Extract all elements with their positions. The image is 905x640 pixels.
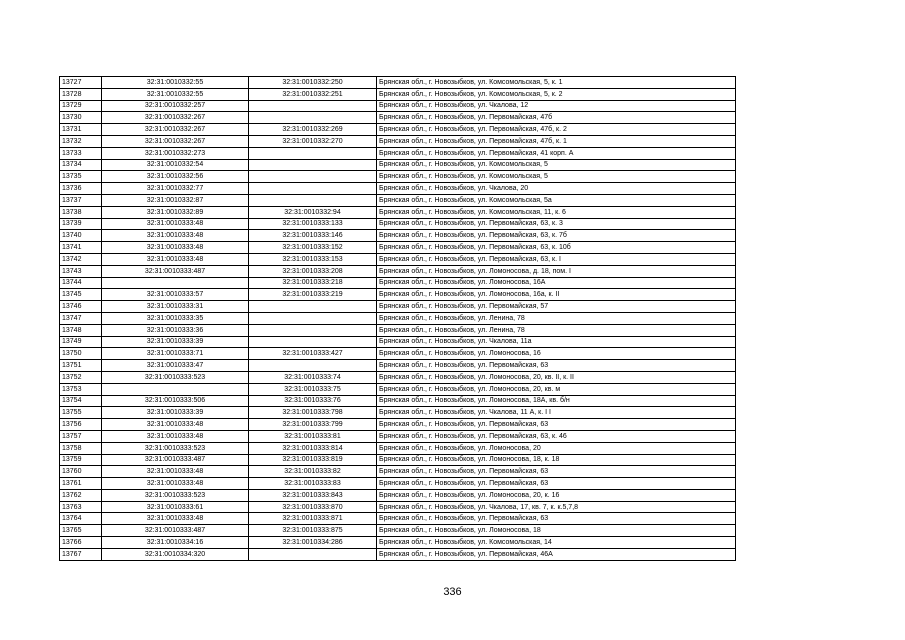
table-row xyxy=(60,360,736,372)
table-row xyxy=(60,194,736,206)
related-cadastral-number-cell: 32:31:0010333:871 xyxy=(249,513,377,525)
cadastral-number-cell: 32:31:0010333:487 xyxy=(102,525,249,537)
table-row xyxy=(60,430,736,442)
related-cadastral-number-cell: 32:31:0010332:94 xyxy=(249,206,377,218)
table-row xyxy=(60,218,736,230)
related-cadastral-number-cell: 32:31:0010332:251 xyxy=(249,88,377,100)
related-cadastral-number-cell xyxy=(249,147,377,159)
address-cell: Брянская обл., г. Новозыбков, ул. Ломоносова, 20, кв. м xyxy=(377,383,736,395)
address-cell: Брянская обл., г. Новозыбков, ул. Первомайская, 63 xyxy=(377,360,736,372)
cadastral-number-cell: 32:31:0010332:267 xyxy=(102,135,249,147)
address-cell: Брянская обл., г. Новозыбков, ул. Первомайская, 63 xyxy=(377,478,736,490)
table-row xyxy=(60,312,736,324)
row-number-cell: 13733 xyxy=(60,147,102,159)
related-cadastral-number-cell xyxy=(249,360,377,372)
cadastral-number-cell: 32:31:0010333:31 xyxy=(102,301,249,313)
related-cadastral-number-cell xyxy=(249,194,377,206)
address-cell: Брянская обл., г. Новозыбков, ул. Первомайская, 47б, к. 1 xyxy=(377,135,736,147)
row-number-cell: 13748 xyxy=(60,324,102,336)
table-row xyxy=(60,124,736,136)
related-cadastral-number-cell: 32:31:0010333:208 xyxy=(249,265,377,277)
address-cell: Брянская обл., г. Новозыбков, ул. Ломоносова, 18, к. 18 xyxy=(377,454,736,466)
cadastral-number-cell: 32:31:0010333:35 xyxy=(102,312,249,324)
related-cadastral-number-cell: 32:31:0010333:799 xyxy=(249,419,377,431)
address-cell: Брянская обл., г. Новозыбков, ул. Первомайская, 57 xyxy=(377,301,736,313)
row-number-cell: 13761 xyxy=(60,478,102,490)
table-row xyxy=(60,348,736,360)
cadastral-number-cell: 32:31:0010332:55 xyxy=(102,77,249,89)
address-cell: Брянская обл., г. Новозыбков, ул. Ломоносова, д. 18, пом. I xyxy=(377,265,736,277)
cadastral-number-cell: 32:31:0010333:36 xyxy=(102,324,249,336)
cadastral-number-cell: 32:31:0010332:257 xyxy=(102,100,249,112)
row-number-cell: 13766 xyxy=(60,537,102,549)
row-number-cell: 13742 xyxy=(60,253,102,265)
row-number-cell: 13750 xyxy=(60,348,102,360)
address-cell: Брянская обл., г. Новозыбков, ул. Ломоносова, 20, кв. II, к. II xyxy=(377,371,736,383)
row-number-cell: 13741 xyxy=(60,242,102,254)
address-cell: Брянская обл., г. Новозыбков, ул. Комсомольская, 5, к. 1 xyxy=(377,77,736,89)
table-row xyxy=(60,383,736,395)
row-number-cell: 13734 xyxy=(60,159,102,171)
address-cell: Брянская обл., г. Новозыбков, ул. Комсомольская, 5 xyxy=(377,159,736,171)
address-cell: Брянская обл., г. Новозыбков, ул. Чкалова, 11 А, к. I I xyxy=(377,407,736,419)
address-cell: Брянская обл., г. Новозыбков, ул. Ленина, 78 xyxy=(377,324,736,336)
cadastral-number-cell: 32:31:0010333:523 xyxy=(102,442,249,454)
row-number-cell: 13738 xyxy=(60,206,102,218)
table-row xyxy=(60,88,736,100)
related-cadastral-number-cell: 32:31:0010333:843 xyxy=(249,489,377,501)
related-cadastral-number-cell: 32:31:0010332:250 xyxy=(249,77,377,89)
row-number-cell: 13745 xyxy=(60,289,102,301)
cadastral-number-cell: 32:31:0010332:267 xyxy=(102,112,249,124)
cadastral-number-cell: 32:31:0010334:16 xyxy=(102,537,249,549)
cadastral-number-cell: 32:31:0010333:487 xyxy=(102,454,249,466)
table-row xyxy=(60,147,736,159)
cadastral-number-cell: 32:31:0010333:48 xyxy=(102,230,249,242)
related-cadastral-number-cell: 32:31:0010333:427 xyxy=(249,348,377,360)
row-number-cell: 13730 xyxy=(60,112,102,124)
cadastral-number-cell: 32:31:0010333:48 xyxy=(102,513,249,525)
cadastral-number-cell: 32:31:0010332:89 xyxy=(102,206,249,218)
related-cadastral-number-cell xyxy=(249,336,377,348)
table-row xyxy=(60,277,736,289)
property-registry-table xyxy=(59,76,736,561)
row-number-cell: 13729 xyxy=(60,100,102,112)
row-number-cell: 13743 xyxy=(60,265,102,277)
cadastral-number-cell: 32:31:0010333:48 xyxy=(102,478,249,490)
related-cadastral-number-cell: 32:31:0010333:76 xyxy=(249,395,377,407)
address-cell: Брянская обл., г. Новозыбков, ул. Первомайская, 41 корп. А xyxy=(377,147,736,159)
address-cell: Брянская обл., г. Новозыбков, ул. Чкалова, 20 xyxy=(377,183,736,195)
address-cell: Брянская обл., г. Новозыбков, ул. Первомайская, 63, к. 46 xyxy=(377,430,736,442)
related-cadastral-number-cell xyxy=(249,312,377,324)
table-row xyxy=(60,301,736,313)
related-cadastral-number-cell: 32:31:0010334:286 xyxy=(249,537,377,549)
address-cell: Брянская обл., г. Новозыбков, ул. Первомайская, 63, к. 7б xyxy=(377,230,736,242)
row-number-cell: 13736 xyxy=(60,183,102,195)
cadastral-number-cell: 32:31:0010332:54 xyxy=(102,159,249,171)
address-cell: Брянская обл., г. Новозыбков, ул. Комсомольская, 11, к. 6 xyxy=(377,206,736,218)
related-cadastral-number-cell: 32:31:0010333:219 xyxy=(249,289,377,301)
address-cell: Брянская обл., г. Новозыбков, ул. Ломоносова, 16 xyxy=(377,348,736,360)
row-number-cell: 13732 xyxy=(60,135,102,147)
address-cell: Брянская обл., г. Новозыбков, ул. Ломоносова, 20 xyxy=(377,442,736,454)
address-cell: Брянская обл., г. Новозыбков, ул. Первомайская, 63 xyxy=(377,419,736,431)
address-cell: Брянская обл., г. Новозыбков, ул. Ломоносова, 18 xyxy=(377,525,736,537)
cadastral-number-cell: 32:31:0010333:57 xyxy=(102,289,249,301)
row-number-cell: 13749 xyxy=(60,336,102,348)
cadastral-number-cell xyxy=(102,383,249,395)
table-row xyxy=(60,466,736,478)
cadastral-number-cell: 32:31:0010333:506 xyxy=(102,395,249,407)
row-number-cell: 13765 xyxy=(60,525,102,537)
related-cadastral-number-cell: 32:31:0010333:875 xyxy=(249,525,377,537)
table-row xyxy=(60,501,736,513)
address-cell: Брянская обл., г. Новозыбков, ул. Комсомольская, 5а xyxy=(377,194,736,206)
address-cell: Брянская обл., г. Новозыбков, ул. Комсомольская, 14 xyxy=(377,537,736,549)
address-cell: Брянская обл., г. Новозыбков, ул. Ленина, 78 xyxy=(377,312,736,324)
table-row xyxy=(60,513,736,525)
table-row xyxy=(60,407,736,419)
related-cadastral-number-cell: 32:31:0010333:870 xyxy=(249,501,377,513)
related-cadastral-number-cell xyxy=(249,112,377,124)
table-row xyxy=(60,548,736,560)
related-cadastral-number-cell: 32:31:0010332:269 xyxy=(249,124,377,136)
cadastral-number-cell: 32:31:0010333:48 xyxy=(102,430,249,442)
cadastral-number-cell: 32:31:0010333:47 xyxy=(102,360,249,372)
related-cadastral-number-cell: 32:31:0010333:81 xyxy=(249,430,377,442)
row-number-cell: 13731 xyxy=(60,124,102,136)
related-cadastral-number-cell: 32:31:0010333:153 xyxy=(249,253,377,265)
row-number-cell: 13759 xyxy=(60,454,102,466)
table-row xyxy=(60,454,736,466)
cadastral-number-cell: 32:31:0010332:56 xyxy=(102,171,249,183)
table-row xyxy=(60,478,736,490)
address-cell: Брянская обл., г. Новозыбков, ул. Комсомольская, 5, к. 2 xyxy=(377,88,736,100)
row-number-cell: 13735 xyxy=(60,171,102,183)
address-cell: Брянская обл., г. Новозыбков, ул. Ломоносова, 18А, кв. б/н xyxy=(377,395,736,407)
address-cell: Брянская обл., г. Новозыбков, ул. Чкалова, 11а xyxy=(377,336,736,348)
table-row xyxy=(60,159,736,171)
address-cell: Брянская обл., г. Новозыбков, ул. Первомайская, 63, к. 3 xyxy=(377,218,736,230)
related-cadastral-number-cell xyxy=(249,324,377,336)
cadastral-number-cell: 32:31:0010332:273 xyxy=(102,147,249,159)
address-cell: Брянская обл., г. Новозыбков, ул. Комсомольская, 5 xyxy=(377,171,736,183)
table-row xyxy=(60,171,736,183)
address-cell: Брянская обл., г. Новозыбков, ул. Первомайская, 63, к. 10б xyxy=(377,242,736,254)
row-number-cell: 13751 xyxy=(60,360,102,372)
cadastral-number-cell: 32:31:0010333:523 xyxy=(102,371,249,383)
address-cell: Брянская обл., г. Новозыбков, ул. Ломоносова, 16а, к. II xyxy=(377,289,736,301)
address-cell: Брянская обл., г. Новозыбков, ул. Первомайская, 63 xyxy=(377,513,736,525)
row-number-cell: 13764 xyxy=(60,513,102,525)
table-row xyxy=(60,442,736,454)
table-row xyxy=(60,242,736,254)
row-number-cell: 13763 xyxy=(60,501,102,513)
related-cadastral-number-cell xyxy=(249,171,377,183)
table-row xyxy=(60,135,736,147)
row-number-cell: 13755 xyxy=(60,407,102,419)
table-row xyxy=(60,112,736,124)
address-cell: Брянская обл., г. Новозыбков, ул. Первомайская, 63, к. I xyxy=(377,253,736,265)
cadastral-number-cell: 32:31:0010333:61 xyxy=(102,501,249,513)
cadastral-number-cell: 32:31:0010333:48 xyxy=(102,253,249,265)
row-number-cell: 13728 xyxy=(60,88,102,100)
cadastral-number-cell: 32:31:0010332:55 xyxy=(102,88,249,100)
related-cadastral-number-cell: 32:31:0010332:270 xyxy=(249,135,377,147)
table-row xyxy=(60,265,736,277)
table-row xyxy=(60,206,736,218)
related-cadastral-number-cell: 32:31:0010333:133 xyxy=(249,218,377,230)
table-row xyxy=(60,289,736,301)
row-number-cell: 13739 xyxy=(60,218,102,230)
table-row xyxy=(60,324,736,336)
cadastral-number-cell: 32:31:0010333:39 xyxy=(102,336,249,348)
table-row xyxy=(60,525,736,537)
related-cadastral-number-cell xyxy=(249,548,377,560)
row-number-cell: 13760 xyxy=(60,466,102,478)
related-cadastral-number-cell xyxy=(249,183,377,195)
row-number-cell: 13762 xyxy=(60,489,102,501)
related-cadastral-number-cell: 32:31:0010333:819 xyxy=(249,454,377,466)
registry-sheet xyxy=(59,76,736,561)
cadastral-number-cell: 32:31:0010333:48 xyxy=(102,419,249,431)
table-row xyxy=(60,253,736,265)
row-number-cell: 13740 xyxy=(60,230,102,242)
table-row xyxy=(60,336,736,348)
registry-table-body xyxy=(60,77,736,561)
cadastral-number-cell: 32:31:0010334:320 xyxy=(102,548,249,560)
table-row xyxy=(60,419,736,431)
row-number-cell: 13753 xyxy=(60,383,102,395)
table-row xyxy=(60,230,736,242)
table-row xyxy=(60,100,736,112)
related-cadastral-number-cell: 32:31:0010333:82 xyxy=(249,466,377,478)
row-number-cell: 13744 xyxy=(60,277,102,289)
table-row xyxy=(60,489,736,501)
cadastral-number-cell: 32:31:0010332:87 xyxy=(102,194,249,206)
related-cadastral-number-cell xyxy=(249,100,377,112)
cadastral-number-cell: 32:31:0010333:48 xyxy=(102,466,249,478)
related-cadastral-number-cell: 32:31:0010333:83 xyxy=(249,478,377,490)
address-cell: Брянская обл., г. Новозыбков, ул. Ломоносова, 20, к. 16 xyxy=(377,489,736,501)
cadastral-number-cell: 32:31:0010333:39 xyxy=(102,407,249,419)
related-cadastral-number-cell: 32:31:0010333:218 xyxy=(249,277,377,289)
page-number: 336 xyxy=(443,586,462,598)
related-cadastral-number-cell xyxy=(249,159,377,171)
address-cell: Брянская обл., г. Новозыбков, ул. Первомайская, 47б, к. 2 xyxy=(377,124,736,136)
row-number-cell: 13767 xyxy=(60,548,102,560)
table-row xyxy=(60,537,736,549)
related-cadastral-number-cell: 32:31:0010333:814 xyxy=(249,442,377,454)
table-row xyxy=(60,183,736,195)
related-cadastral-number-cell xyxy=(249,301,377,313)
cadastral-number-cell xyxy=(102,277,249,289)
address-cell: Брянская обл., г. Новозыбков, ул. Первомайская, 47б xyxy=(377,112,736,124)
cadastral-number-cell: 32:31:0010333:48 xyxy=(102,218,249,230)
related-cadastral-number-cell: 32:31:0010333:152 xyxy=(249,242,377,254)
cadastral-number-cell: 32:31:0010333:48 xyxy=(102,242,249,254)
cadastral-number-cell: 32:31:0010333:487 xyxy=(102,265,249,277)
table-row xyxy=(60,371,736,383)
address-cell: Брянская обл., г. Новозыбков, ул. Первомайская, 63 xyxy=(377,466,736,478)
row-number-cell: 13747 xyxy=(60,312,102,324)
cadastral-number-cell: 32:31:0010333:71 xyxy=(102,348,249,360)
cadastral-number-cell: 32:31:0010332:267 xyxy=(102,124,249,136)
row-number-cell: 13758 xyxy=(60,442,102,454)
row-number-cell: 13737 xyxy=(60,194,102,206)
table-row xyxy=(60,395,736,407)
address-cell: Брянская обл., г. Новозыбков, ул. Ломоносова, 16А xyxy=(377,277,736,289)
row-number-cell: 13746 xyxy=(60,301,102,313)
address-cell: Брянская обл., г. Новозыбков, ул. Чкалова, 17, кв. 7, к. к.5,7,8 xyxy=(377,501,736,513)
row-number-cell: 13752 xyxy=(60,371,102,383)
row-number-cell: 13757 xyxy=(60,430,102,442)
table-row xyxy=(60,77,736,89)
address-cell: Брянская обл., г. Новозыбков, ул. Чкалова, 12 xyxy=(377,100,736,112)
related-cadastral-number-cell: 32:31:0010333:146 xyxy=(249,230,377,242)
related-cadastral-number-cell: 32:31:0010333:798 xyxy=(249,407,377,419)
cadastral-number-cell: 32:31:0010333:523 xyxy=(102,489,249,501)
cadastral-number-cell: 32:31:0010332:77 xyxy=(102,183,249,195)
row-number-cell: 13756 xyxy=(60,419,102,431)
related-cadastral-number-cell: 32:31:0010333:74 xyxy=(249,371,377,383)
row-number-cell: 13754 xyxy=(60,395,102,407)
row-number-cell: 13727 xyxy=(60,77,102,89)
address-cell: Брянская обл., г. Новозыбков, ул. Первомайская, 46А xyxy=(377,548,736,560)
related-cadastral-number-cell: 32:31:0010333:75 xyxy=(249,383,377,395)
